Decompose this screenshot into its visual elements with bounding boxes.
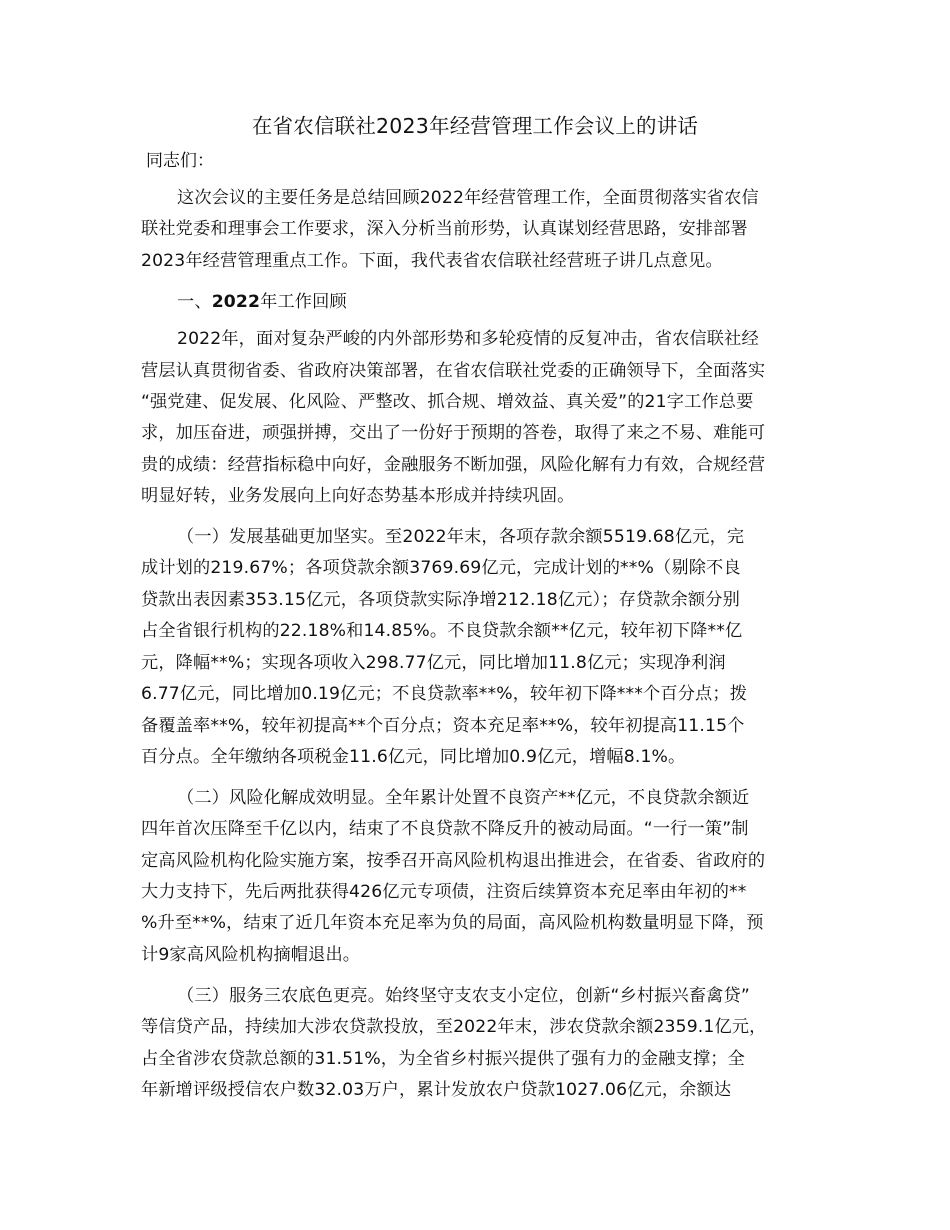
paragraph-intro: 这次会议的主要任务是总结回顾2022年经营管理工作，全面贯彻落实省农信 联社党委和理事会工作要求，深入分析当前形势，认真谋划经营思路，安排部署 2023年经营管理重点工作。下面，我代表省农信联社经营班子讲几点意见。 — [141, 188, 759, 271]
document-title: 在省农信联社2023年经营管理工作会议上的讲话 — [251, 114, 699, 138]
paragraph-risk-resolution: （二）风险化解成效明显。全年累计处置不良资产**亿元，不良贷款余额近 四年首次压降至千亿以内，结束了不良贷款不降反升的被动局面。“一行一策”制 定高风险机构化险实施方案，按季召开高风险机构退出推进会，在省委、省政府的 大力支持下，先后两批获得426亿元专项债，注资后续算资本充足率由年初的** %升至**%，结束了近几年资本充足率为负的局面，高风险机构数量明显下降，预 计9家高风险机构摘帽退出。 — [141, 787, 766, 965]
salutation: 同志们： — [146, 151, 214, 171]
section-heading-suffix: 年工作回顾 — [260, 291, 347, 312]
paragraph-rural-service: （三）服务三农底色更亮。始终坚守支农支小定位，创新“乡村振兴畜禽贷” 等信贷产品，持续加大涉农贷款投放，至2022年末，涉农贷款余额2359.1亿元， 占全省涉农贷款总额的31.51%，为全省乡村振兴提供了强有力的金融支撑；全 年新增评级授信农户数32.03万户，累计发放农户贷款1027.06亿元，余额达 — [141, 985, 767, 1100]
document-body — [141, 183, 827, 1116]
section-heading — [141, 287, 827, 318]
section-heading-year: 2022 — [211, 291, 261, 312]
section-heading-prefix: 一、 — [177, 291, 212, 312]
paragraph-development-base: （一）发展基础更加坚实。至2022年末，各项存款余额5519.68亿元，完 成计划的219.67%；各项贷款余额3769.69亿元，完成计划的**%（剔除不良 贷款出表因素353.15亿元，各项贷款实际净增212.18亿元）；存贷款余额分别 占全省银行机构的22.18%和14.85%。不良贷款余额**亿元，较年初下降**亿 元，降幅**%；实现各项收入298.77亿元，同比增加11.8亿元；实现净利润 6.77亿元，同比增加0.19亿元；不良贷款率**%，较年初下降***个百分点；拨 备覆盖率**%，较年初提高**个百分点；资本充足率**%，较年初提高11.15个 百分点。全年缴纳各项税金11.6亿元，同比增加0.9亿元，增幅8.1%。 — [141, 527, 748, 767]
paragraph-review-summary: 2022年，面对复杂严峻的内外部形势和多轮疫情的反复冲击，省农信联社经 营层认真贯彻省委、省政府决策部署，在省农信联社党委的正确领导下，全面落实 “强党建、促发展、化风险、严整改、抓合规、增效益、真关爱”的21字工作总要 求，加压奋进，顽强拼搏，交出了一份好于预期的答卷，取得了来之不易、难能可 贵的成绩：经营指标稳中向好，金融服务不断加强，风险化解有力有效，合规经营 明显好转，业务发展向上向好态势基本形成并持续巩固。 — [141, 329, 766, 507]
